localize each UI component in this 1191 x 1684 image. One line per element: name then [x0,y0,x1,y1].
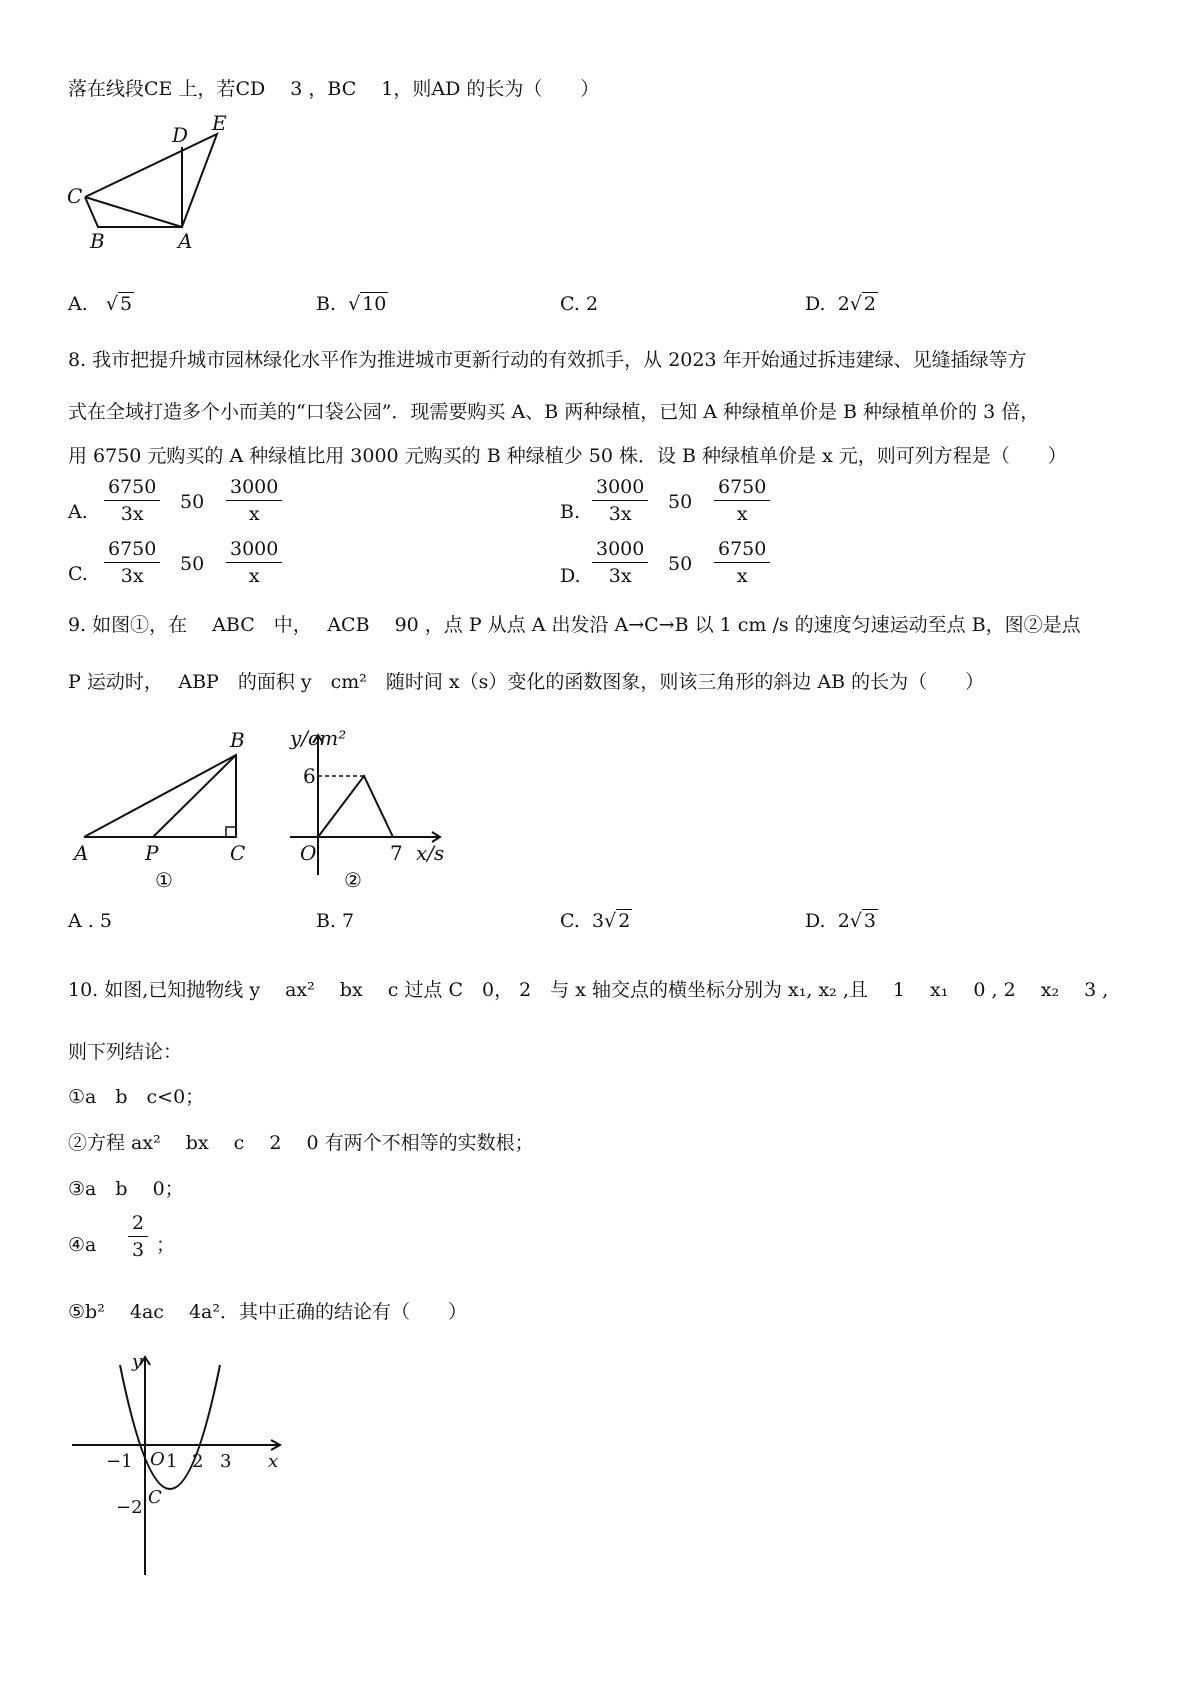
frac-den: x [248,565,260,587]
frac-den: 3x [608,565,632,587]
fig10-tick-3: 3 [220,1451,232,1472]
frac-num: 6750 [714,536,770,563]
q7-option-d-radicand: 2 [863,293,876,315]
frac-den: x [736,503,748,525]
q10-conclusion-1: ①a b c<0； [68,1086,205,1108]
q9-option-c-coef: 3 [592,910,605,932]
q7-stem: 落在线段CE 上，若CD 3 ，BC 1，则AD 的长为（ ） [68,78,600,100]
q9-line-2: P 运动时， ABP 的面积 y cm² 随时间 x（s）变化的函数图象，则该三角形的斜边 AB 的长为（ ） [68,671,985,693]
q7-option-d[interactable]: D. 2√ 2 [805,293,876,315]
q8-line-3: 用 6750 元购买的 A 种绿植比用 3000 元购买的 B 种绿植少 50 株．设 B 种绿植单价是 x 元，则可列方程是（ ） [68,445,1067,467]
q10-line-2: 则下列结论： [68,1041,183,1063]
q8-option-d-mid: 50 [668,553,693,575]
frac-den: 3x [608,503,632,525]
fig7-label-d: D [172,123,189,147]
q9-option-b[interactable]: B. 7 [316,910,355,932]
q8-line-2: 式在全域打造多个小而美的“口袋公园”．现需要购买 A、B 两种绿植，已知 A 种绿植单价是 B 种绿植单价的 3 倍， [68,401,1040,423]
q9-option-d-letter: D. [805,910,826,932]
fig9-caption-1: ① [155,868,173,892]
q7-quadrilateral-figure [60,110,260,260]
fig7-label-c: C [67,184,83,208]
fig9-caption-2: ② [344,868,362,892]
frac-num: 6750 [104,474,160,501]
q9-option-d-coef: 2 [837,910,850,932]
q8-option-a-mid: 50 [180,491,205,513]
frac-den: 3 [132,1239,145,1261]
frac-num: 3000 [226,536,282,563]
q9-option-c[interactable]: C. 3√ 2 [560,910,631,932]
q7-option-b[interactable]: B. √ 10 [316,293,387,315]
fig9-x-tick-7: 7 [390,841,403,865]
fig9-label-b: B [230,728,245,752]
frac-num: 6750 [104,536,160,563]
q8-option-c-frac-left [104,536,160,589]
q8-option-b-frac-right [714,474,770,527]
q8-option-b-letter[interactable]: B. [560,501,581,523]
frac-num: 6750 [714,474,770,501]
q8-option-d-frac-left [592,536,648,589]
q8-option-c-letter[interactable]: C. [68,563,88,585]
q10-conclusion-3: ③a b 0； [68,1178,184,1200]
frac-den: 3x [120,503,144,525]
q9-triangle-figure [70,725,270,895]
fig9-y-tick-6: 6 [303,764,316,788]
fig10-tick-neg1: −1 [106,1451,133,1472]
q8-option-d-frac-right [714,536,770,589]
q7-option-c[interactable]: C. 2 [560,293,599,315]
fig9-y-axis-label: y/cm² [290,726,347,750]
q9-option-d-radicand: 3 [863,910,876,932]
q7-option-a-letter: A. [68,293,88,315]
fig7-label-e: E [212,111,227,135]
q8-option-d-letter[interactable]: D. [560,565,581,587]
frac-num: 3000 [592,536,648,563]
frac-num: 2 [128,1210,148,1237]
q8-option-c-frac-right [226,536,282,589]
fig9-label-a: A [74,841,89,865]
q7-option-b-radicand: 10 [362,293,387,315]
q7-option-a[interactable]: A. √ 5 [68,293,133,315]
fig10-tick-2: 2 [192,1451,204,1472]
frac-den: 3x [120,565,144,587]
q10-parabola-graph [60,1345,300,1585]
q10-conclusion-2: ②方程 ax² bx c 2 0 有两个不相等的实数根； [68,1132,534,1154]
q9-function-graph [290,725,470,895]
q8-option-b-frac-left [592,474,648,527]
q8-option-c-mid: 50 [180,553,205,575]
q10-conclusion-5: ⑤b² 4ac 4a²．其中正确的结论有（ ） [68,1301,467,1323]
q7-option-d-coef: 2 [837,293,850,315]
q9-line-1: 9. 如图①，在 ABC 中， ACB 90 ，点 P 从点 A 出发沿 A→C→B 以 1 cm /s 的速度匀速运动至点 B，图②是点 [68,614,1081,636]
q8-option-a-letter[interactable]: A. [68,501,88,523]
fig9-label-c: C [230,841,246,865]
q10-line-1: 10. 如图,已知抛物线 y ax² bx c 过点 C 0， 2 与 x 轴交点的横坐标分别为 x₁, x₂ ,且 1 x₁ 0 , 2 x₂ 3 , [68,979,1109,1001]
fig7-label-a: A [178,229,193,253]
q8-line-1: 8. 我市把提升城市园林绿化水平作为推进城市更新行动的有效抓手，从 2023 年开始通过拆违建绿、见缝插绿等方 [68,349,1027,371]
frac-den: x [736,565,748,587]
q9-option-c-letter: C. [560,910,580,932]
q10-conclusion-4-pre: ④a [68,1234,97,1256]
fig10-tick-1: 1 [166,1451,178,1472]
fig10-y-label: y [132,1351,143,1372]
fig9-x-axis-label: x/s [416,841,445,865]
fig10-x-label: x [268,1451,279,1472]
q10-conclusion-4-post: ； [156,1234,176,1256]
fig10-tick-neg2: −2 [116,1497,143,1518]
q8-option-a-frac-right [226,474,282,527]
q10-conclusion-4-frac [128,1210,148,1263]
fig10-origin: O [150,1449,165,1470]
frac-num: 3000 [226,474,282,501]
frac-num: 3000 [592,474,648,501]
q8-option-b-mid: 50 [668,491,693,513]
q7-option-a-radicand: 5 [120,293,133,315]
frac-den: x [248,503,260,525]
q7-option-b-letter: B. [316,293,337,315]
q8-option-a-frac-left [104,474,160,527]
fig7-label-b: B [90,229,105,253]
fig10-point-c: C [148,1487,162,1508]
q9-option-c-radicand: 2 [618,910,631,932]
q9-option-a[interactable]: A . 5 [68,910,112,932]
fig9-origin: O [300,841,317,865]
fig9-label-p: P [145,841,159,865]
q7-option-d-letter: D. [805,293,826,315]
q9-option-d[interactable]: D. 2√ 3 [805,910,876,932]
